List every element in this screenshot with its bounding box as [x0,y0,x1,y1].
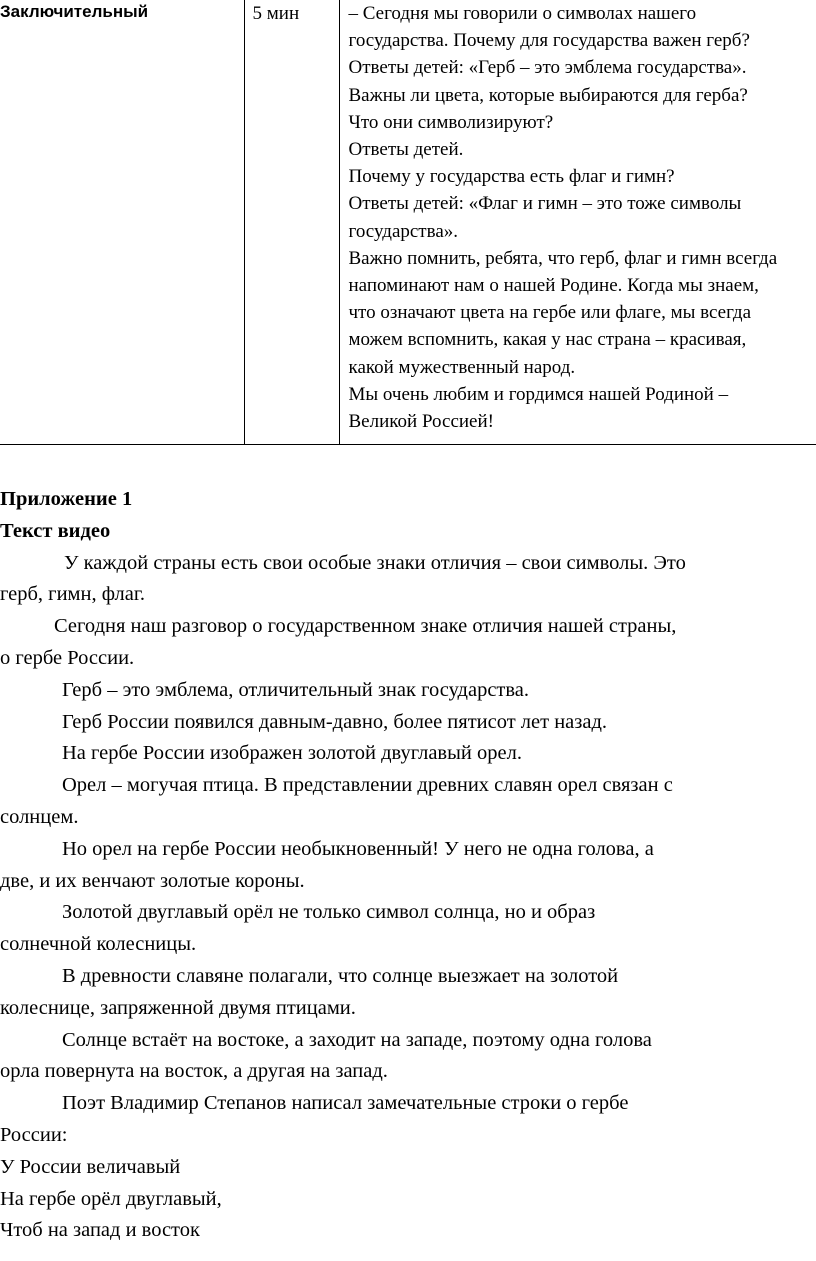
text-line: солнцем. [0,805,79,828]
text-line: У России величавый [0,1155,181,1178]
text-line: колеснице, запряженной двумя птицами. [0,996,356,1019]
content-line: государства». [348,220,459,242]
appendix-title: Приложение 1 [0,488,133,510]
content-line: Важно помнить, ребята, что герб, флаг и гимн всегда [348,247,778,269]
content-line: Ответы детей: «Флаг и гимн – это тоже символы [348,193,742,215]
stage-name: Заключительный [0,2,149,21]
lesson-stage-table [0,0,816,445]
text-line: В древности славяне полагали, что солнце выезжает на золотой [62,964,619,987]
text-line: России: [0,1123,68,1146]
content-line: напоминают нам о нашей Родине. Когда мы знаем, [348,275,759,297]
content-line: Что они символизируют? [348,111,554,133]
stage-cell [0,0,244,444]
content-line: Великой Россией! [348,411,494,433]
appendix-body [0,548,816,1248]
content-line: Важны ли цвета, которые выбираются для герба? [348,84,748,106]
text-line: о гербе России. [0,646,135,669]
text-line: две, и их венчают золотые короны. [0,869,305,892]
text-line: орла повернута на восток, а другая на запад. [0,1060,388,1083]
table-row [0,0,816,444]
text-line: Чтоб на запад и восток [0,1219,200,1242]
text-line: герб, гимн, флаг. [0,583,146,606]
text-line: Золотой двуглавый орёл не только символ солнца, но и образ [62,901,596,924]
text-line: Сегодня наш разговор о государственном знаке отличия нашей страны, [54,615,677,638]
text-line: Орел – могучая птица. В представлении древних славян орел связан с [62,774,673,797]
content-line: Ответы детей: «Герб – это эмблема государства». [348,57,747,79]
content-line: Мы очень любим и гордимся нашей Родиной – [348,383,729,405]
stage-time: 5 мин [252,3,300,24]
text-line: На гербе России изображен золотой двуглавый орел. [62,742,522,765]
content-line: какой мужественный народ. [348,356,576,378]
content-cell [339,0,816,444]
content-line: можем вспомнить, какая у нас страна – красивая, [348,329,747,351]
text-line: На гербе орёл двуглавый, [0,1187,222,1210]
content-line: Ответы детей. [348,139,464,161]
content-line: что означают цвета на гербе или флаге, мы всегда [348,302,752,324]
content-line: государства. Почему для государства важен герб? [348,30,750,52]
text-line: Герб – это эмблема, отличительный знак государства. [62,678,530,701]
content-line: Почему у государства есть флаг и гимн? [348,166,675,188]
appendix-subtitle: Текст видео [0,519,111,542]
text-line: У каждой страны есть свои особые знаки отличия – свои символы. Это [64,551,686,574]
text-line: солнечной колесницы. [0,933,197,956]
content-line: – Сегодня мы говорили о символах нашего [348,3,697,24]
text-line: Но орел на гербе России необыкновенный! У него не одна голова, а [62,837,654,860]
appendix-section [0,484,816,1247]
text-line: Поэт Владимир Степанов написал замечательные строки о гербе [62,1092,629,1115]
text-line: Герб России появился давным-давно, более пятисот лет назад. [62,710,608,733]
stage-content [340,0,816,441]
time-cell [244,0,339,444]
text-line: Солнце встаёт на востоке, а заходит на западе, поэтому одна голова [62,1028,652,1051]
